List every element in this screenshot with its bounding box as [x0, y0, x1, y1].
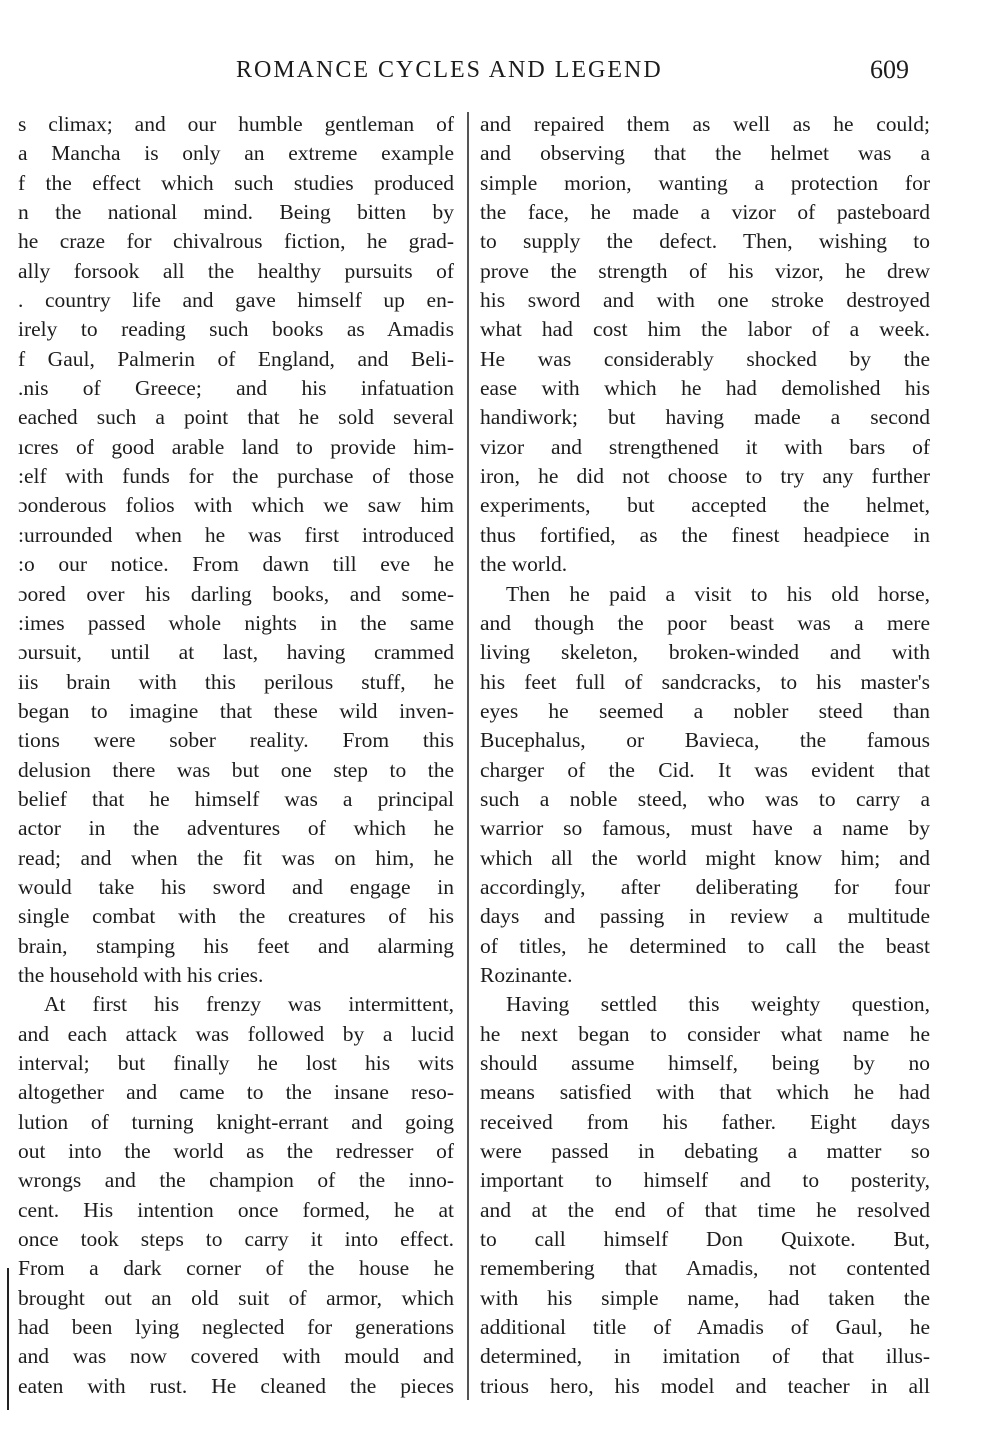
text-line: He was considerably shocked by the [480, 346, 930, 371]
text-line: determined, in imitation of that illus- [480, 1344, 930, 1369]
text-line: delusion there was but one step to the [18, 757, 454, 782]
text-line: living skeleton, broken-winded and with [480, 640, 930, 665]
text-line: such a noble steed, who was to carry a [480, 786, 930, 811]
text-line: with his simple name, had taken the [480, 1285, 930, 1310]
paragraph-last-line: the world. [480, 552, 568, 577]
text-line: cent. His intention once formed, he at [18, 1197, 454, 1222]
text-line: lution of turning knight-errant and going [18, 1109, 454, 1134]
running-head [0, 53, 1000, 89]
text-line: should assume himself, being by no [480, 1051, 930, 1075]
text-line: ɔored over his darling books, and some- [18, 581, 454, 606]
text-line: wrongs and the champion of the inno- [18, 1168, 454, 1193]
text-line: would take his sword and engage in [18, 874, 454, 899]
text-line: eached such a point that he sold several [18, 405, 454, 430]
text-line: read; and when the fit was on him, he [18, 845, 454, 870]
text-line: iis brain with this perilous stuff, he [18, 669, 454, 694]
text-line: vizor and strengthened it with bars of [480, 434, 930, 459]
text-line: experiments, but accepted the helmet, [480, 493, 930, 518]
text-line: trious hero, his model and teacher in all [480, 1373, 930, 1398]
right-column [480, 110, 930, 1401]
text-line: actor in the adventures of which he [18, 816, 454, 841]
text-line: altogether and came to the insane reso- [18, 1080, 454, 1105]
text-line: simple morion, wanting a protection for [480, 170, 930, 195]
text-line: f the effect which such studies produced [18, 170, 454, 195]
text-line: had been lying neglected for generations [18, 1315, 454, 1340]
text-line: eaten with rust. He cleaned the pieces [18, 1373, 454, 1398]
text-line: ally forsook all the healthy pursuits of [18, 258, 454, 283]
text-line: :urrounded when he was first introduced [18, 522, 454, 547]
left-column [18, 110, 454, 1401]
text-line: what had cost him the labor of a week. [480, 317, 930, 342]
text-line: eyes he seemed a nobler steed than [480, 698, 930, 723]
text-line: prove the strength of his vizor, he drew [480, 258, 930, 283]
text-line: From a dark corner of the house he [18, 1256, 454, 1281]
text-line: interval; but finally he lost his wits [18, 1051, 454, 1075]
text-line: brought out an old suit of armor, which [18, 1285, 454, 1310]
text-line: began to imagine that these wild inven- [18, 698, 454, 723]
text-line: and observing that the helmet was a [480, 141, 930, 166]
text-line: ɔursuit, until at last, having crammed [18, 640, 454, 665]
paragraph-first-line: Having settled this weighty question, [506, 992, 930, 1017]
text-line: belief that he himself was a principal [18, 786, 454, 811]
text-line: means satisfied with that which he had [480, 1080, 930, 1105]
text-line: a Mancha is only an extreme example [18, 141, 454, 166]
running-title: ROMANCE CYCLES AND LEGEND [236, 57, 663, 83]
text-line: :imes passed whole nights in the same [18, 610, 454, 635]
text-line: to supply the defect. Then, wishing to [480, 229, 930, 254]
text-line: received from his father. Eight days [480, 1109, 930, 1134]
text-line: out into the world as the redresser of [18, 1139, 454, 1164]
text-line: of titles, he determined to call the beast [480, 933, 930, 958]
margin-rule [7, 1268, 9, 1410]
paragraph-first-line: At first his frenzy was intermittent, [44, 992, 454, 1017]
text-line: he next began to consider what name he [480, 1021, 930, 1046]
text-line: and was now covered with mould and [18, 1344, 454, 1369]
paragraph-last-line: the household with his cries. [18, 962, 264, 987]
text-line: accordingly, after deliberating for four [480, 874, 930, 899]
text-line: thus fortified, as the finest headpiece in [480, 522, 930, 547]
text-line: brain, stamping his feet and alarming [18, 933, 454, 958]
text-line: to call himself Don Quixote. But, [480, 1227, 930, 1252]
text-line: tions were sober reality. From this [18, 728, 454, 753]
text-line: :elf with funds for the purchase of those [18, 464, 454, 489]
text-line: n the national mind. Being bitten by [18, 200, 454, 225]
text-line: warrior so famous, must have a name by [480, 816, 930, 841]
text-line: and though the poor beast was a mere [480, 610, 930, 635]
text-line: irely to reading such books as Amadis [18, 317, 454, 342]
text-line: additional title of Amadis of Gaul, he [480, 1315, 930, 1340]
page-number: 609 [870, 55, 909, 84]
text-line: were passed in debating a matter so [480, 1139, 930, 1164]
text-line: he craze for chivalrous fiction, he grad- [18, 229, 454, 254]
text-line: Bucephalus, or Bavieca, the famous [480, 728, 930, 753]
text-line: and each attack was followed by a lucid [18, 1021, 454, 1046]
text-line: important to himself and to posterity, [480, 1168, 930, 1193]
text-line: handiwork; but having made a second [480, 405, 930, 430]
text-line: his sword and with one stroke destroyed [480, 288, 930, 313]
paragraph-first-line: Then he paid a visit to his old horse, [506, 581, 930, 606]
text-line: days and passing in review a multitude [480, 904, 930, 929]
text-line: his feet full of sandcracks, to his master's [480, 669, 930, 694]
text-line: remembering that Amadis, not contented [480, 1256, 930, 1281]
text-line: single combat with the creatures of his [18, 904, 454, 929]
column-divider-rule [467, 112, 469, 1400]
text-line: which all the world might know him; and [480, 845, 930, 870]
text-line: .nis of Greece; and his infatuation [18, 376, 454, 401]
text-line: ease with which he had demolished his [480, 376, 930, 401]
text-line: once took steps to carry it into effect. [18, 1227, 454, 1252]
text-line: . country life and gave himself up en- [18, 288, 454, 313]
text-line: the face, he made a vizor of pasteboard [480, 200, 930, 225]
text-line: s climax; and our humble gentleman of [18, 112, 454, 136]
text-line: iron, he did not choose to try any further [480, 464, 930, 489]
text-line: :o our notice. From dawn till eve he [18, 552, 454, 577]
paragraph-last-line: Rozinante. [480, 962, 573, 987]
text-line: ɔonderous folios with which we saw him [18, 493, 454, 518]
text-line: f Gaul, Palmerin of England, and Beli- [18, 346, 454, 371]
text-line: and at the end of that time he resolved [480, 1197, 930, 1222]
text-line: and repaired them as well as he could; [480, 112, 930, 136]
text-line: ıcres of good arable land to provide him- [18, 434, 454, 459]
text-line: charger of the Cid. It was evident that [480, 757, 930, 782]
